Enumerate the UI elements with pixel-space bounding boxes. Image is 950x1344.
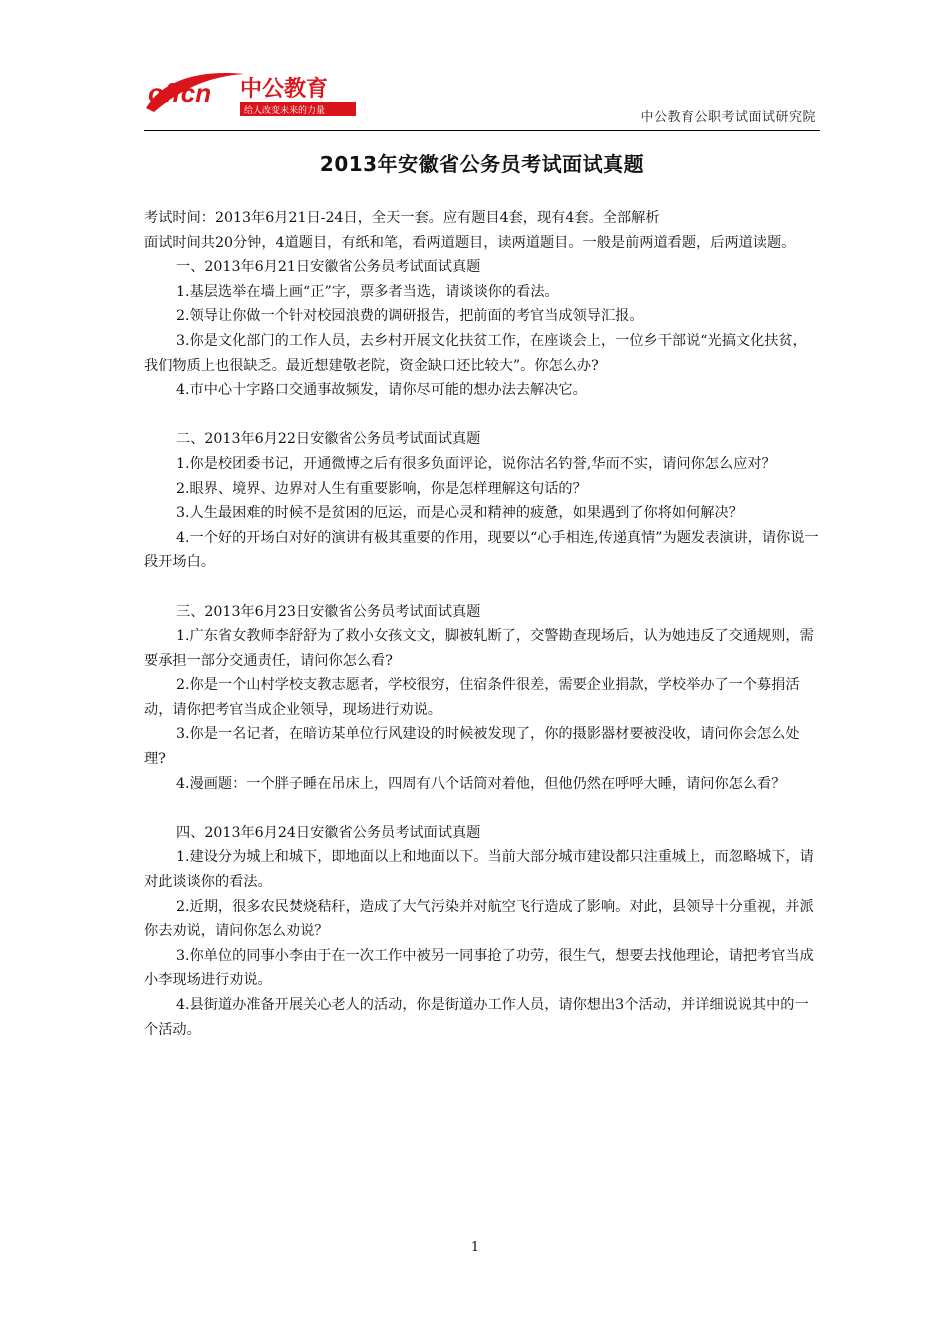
question-item: 2.眼界、境界、边界对人生有重要影响，你是怎样理解这句话的？	[176, 480, 587, 497]
section-heading: 一、2013年6月21日安徽省公务员考试面试真题	[176, 259, 481, 276]
question-item: 2.你是一个山村学校支教志愿者，学校很穷，住宿条件很差，需要企业捐款，学校举办了一个募捐活动，请你把考官当成企业领导，现场进行劝说。	[144, 677, 800, 718]
document-body	[144, 206, 820, 1042]
section-heading: 四、2013年6月24日安徽省公务员考试面试真题	[176, 824, 481, 841]
section-spacer	[144, 575, 820, 600]
section-heading: 三、2013年6月23日安徽省公务员考试面试真题	[176, 603, 481, 620]
question-item: 2.近期，很多农民焚烧秸秆，造成了大气污染并对航空飞行造成了影响。对此，县领导十分重视，并派你去劝说，请问你怎么劝说？	[144, 898, 814, 940]
question-item: 3.你是一名记者，在暗访某单位行风建设的时候被发现了，你的摄影器材要被没收，请问你会怎么处理?	[144, 726, 800, 768]
offcn-logo	[144, 68, 364, 122]
header-institute: 中公教育公职考试面试研究院	[640, 110, 816, 125]
question-item: 4.县街道办准备开展关心老人的活动，你是街道办工作人员，请你想出3个活动，并详细说说其中的一个活动。	[144, 997, 809, 1038]
section-spacer	[144, 796, 820, 821]
question-item: 3.你是文化部门的工作人员，去乡村开展文化扶贫工作，在座谈会上，一位乡干部说“光搞文化扶贫，我们物质上也很缺乏。最近想建敬老院，资金缺口还比较大”。你怎么办?	[144, 332, 807, 374]
intro-line: 考试时间：2013年6月21日-24日，全天一套。应有题目4套，现有4套。全部解析	[144, 210, 660, 226]
section-spacer	[144, 403, 820, 428]
logo-latin-text: offcn	[148, 78, 212, 108]
document-title: 2013年安徽省公务员考试面试真题	[319, 152, 645, 176]
intro-line: 面试时间共20分钟，4道题目，有纸和笔，看两道题目，读两道题目。一般是前两道看题，后两道读题。	[144, 234, 796, 251]
logo-slogan-text: 给人改变未来的力量	[244, 106, 326, 116]
question-item: 1.建设分为城上和城下，即地面以上和地面以下。当前大部分城市建设都只注重城上，而忽略城下，请对此谈谈你的看法。	[144, 849, 814, 891]
question-item: 1.广东省女教师李舒舒为了救小女孩文文，脚被轧断了，交警勘查现场后，认为她违反了交通规则，需要承担一部分交通责任，请问你怎么看?	[144, 628, 814, 669]
section-heading: 二、2013年6月22日安徽省公务员考试面试真题	[176, 431, 481, 448]
question-item: 3.人生最困难的时候不是贫困的厄运，而是心灵和精神的疲惫，如果遇到了你将如何解决？	[176, 505, 743, 522]
question-item: 2.领导让你做一个针对校园浪费的调研报告，把前面的考官当成领导汇报。	[176, 308, 644, 325]
page-header	[144, 68, 820, 131]
question-item: 1.你是校团委书记，开通微博之后有很多负面评论，说你沽名钓誉,华而不实，请问你怎么应对？	[176, 455, 776, 472]
question-item: 4.漫画题：一个胖子睡在吊床上，四周有八个话筒对着他，但他仍然在呼呼大睡，请问你怎么看？	[176, 775, 786, 792]
question-item: 1.基层选举在墙上画“正”字，票多者当选，请谈谈你的看法。	[176, 283, 559, 300]
logo-chinese-text: 中公教育	[240, 77, 329, 102]
question-item: 4.一个好的开场白对好的演讲有极其重要的作用，现要以“心手相连,传递真情”为题发表演讲，请你说一段开场白。	[144, 529, 819, 571]
question-item: 3.你单位的同事小李由于在一次工作中被另一同事抢了功劳，很生气，想要去找他理论，请把考官当成小李现场进行劝说。	[144, 947, 814, 989]
question-item: 4.市中心十字路口交通事故频发，请你尽可能的想办法去解决它。	[176, 382, 587, 399]
page-number: 1	[470, 1240, 480, 1255]
